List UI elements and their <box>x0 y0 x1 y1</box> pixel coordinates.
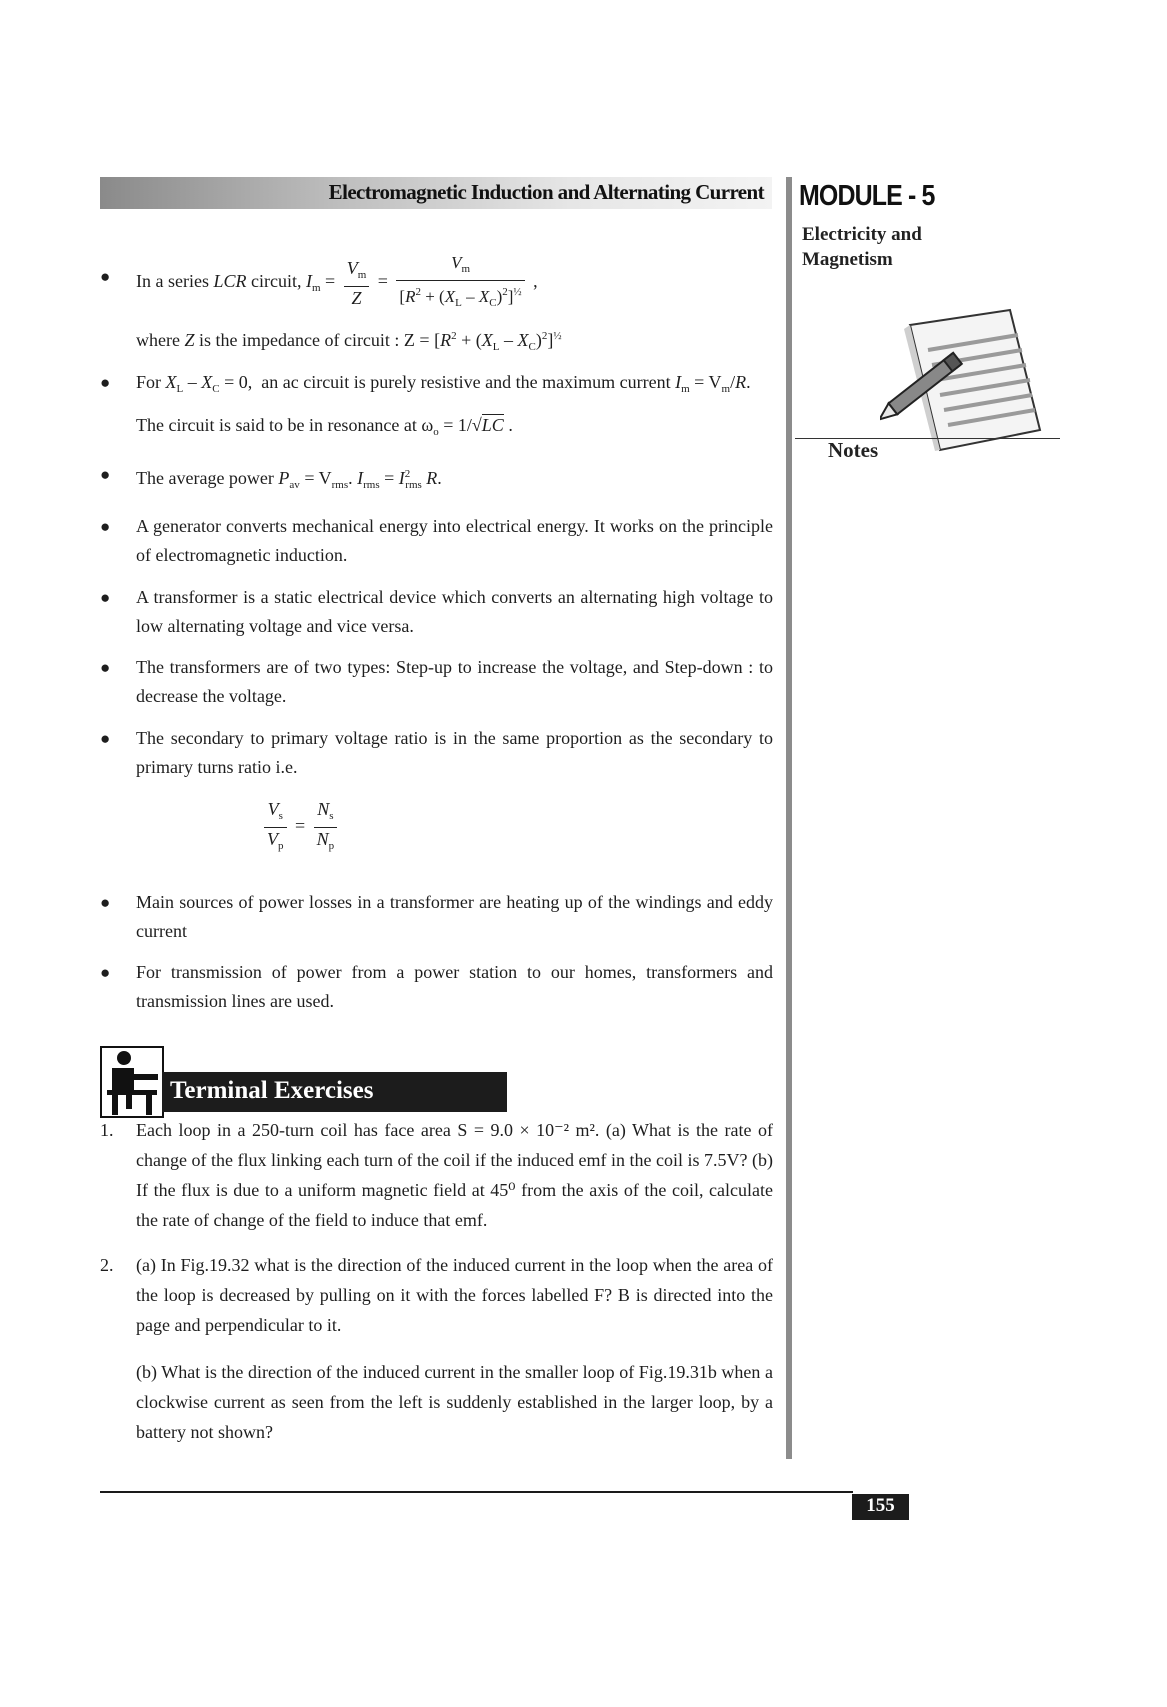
bullet-icon: ● <box>100 267 111 286</box>
lcr-formula: In a series LCR circuit, $I_m$ = $\frac{V_m}{Z}$ = $\frac{V_m}{[R^2 + (X_L - X_C)^2]^{\frac{1}{2}}}$ , <box>136 253 538 309</box>
exercise-1-text: Each loop in a 250-turn coil has face area S = 9.0 × 10⁻² m². (a) What is the rate of change of the flux linking each turn of the coil if the induced emf in the coil is 7.5V? (b) If the flux is due to a uniform magnetic field at 45⁰ from the axis of the coil, calculate the rate of change of the field to induce that emf. <box>136 1120 773 1230</box>
bullet-icon: ● <box>100 658 111 677</box>
losses-text: Main sources of power losses in a transformer are heating up of the windings and eddy current <box>136 892 773 941</box>
bullet-icon: ● <box>100 373 111 392</box>
resonance-text: For $X_L - X_C = 0$, an ac circuit is purely resistive and the maximum current $I_m = V_m/R$. The circuit is said to be in resonance at $\omega_o = 1/√LC$ . <box>136 372 751 438</box>
exercise-2a-text: (a) In Fig.19.32 what is the direction of the induced current in the loop when the area of the loop is decreased by pulling on it with the forces labelled F? B is directed into the page and perpendicular to it. <box>136 1255 773 1335</box>
chapter-title: Electromagnetic Induction and Alternating Current <box>328 180 764 204</box>
ratio-formula: $\frac{V_s}{V_p}$ = $\frac{N_s}{N_p}$ <box>260 798 341 857</box>
exercise-2b-text: (b) What is the direction of the induced current in the smaller loop of Fig.19.31b when a clockwise current as seen from the left is suddenly established in the larger loop, by a battery not shown? <box>136 1362 773 1442</box>
notes-label: Notes <box>828 438 879 462</box>
section-title-bar <box>162 1072 507 1112</box>
student-desk-icon <box>100 1046 164 1118</box>
footer-rule <box>100 1491 853 1493</box>
bullet-icon: ● <box>100 893 111 912</box>
bullet-icon: ● <box>100 588 111 607</box>
module-label: MODULE - 5 <box>799 180 935 212</box>
notes-pencil-icon <box>880 305 1050 455</box>
margin-divider <box>786 177 792 1459</box>
bullet-icon: ● <box>100 729 111 748</box>
running-header <box>100 177 772 209</box>
page-number-box <box>852 1494 909 1520</box>
module-subject: Electricity and Magnetism <box>802 224 922 270</box>
types-text: The transformers are of two types: Step-up to increase the voltage, and Step-down : to decrease the voltage. <box>136 657 773 706</box>
ratio-text: The secondary to primary voltage ratio is in the same proportion as the secondary to primary turns ratio i.e. <box>136 728 773 777</box>
bullet-icon: ● <box>100 963 111 982</box>
section-title: Terminal Exercises <box>170 1077 374 1104</box>
transformer-text: A transformer is a static electrical device which converts an alternating high voltage to low alternating voltage and vice versa. <box>136 587 773 636</box>
bullet-icon: ● <box>100 465 111 484</box>
power-text: The average power $P_{av} = V_{rms}$. $I_{rms} = I^2_{rms}$ R. <box>136 468 442 491</box>
page-number: 155 <box>866 1495 895 1516</box>
bullet-icon: ● <box>100 517 111 536</box>
generator-text: A generator converts mechanical energy into electrical energy. It works on the principle of electromagnetic induction. <box>136 516 773 565</box>
transmission-text: For transmission of power from a power station to our homes, transformers and transmission lines are used. <box>136 962 773 1011</box>
